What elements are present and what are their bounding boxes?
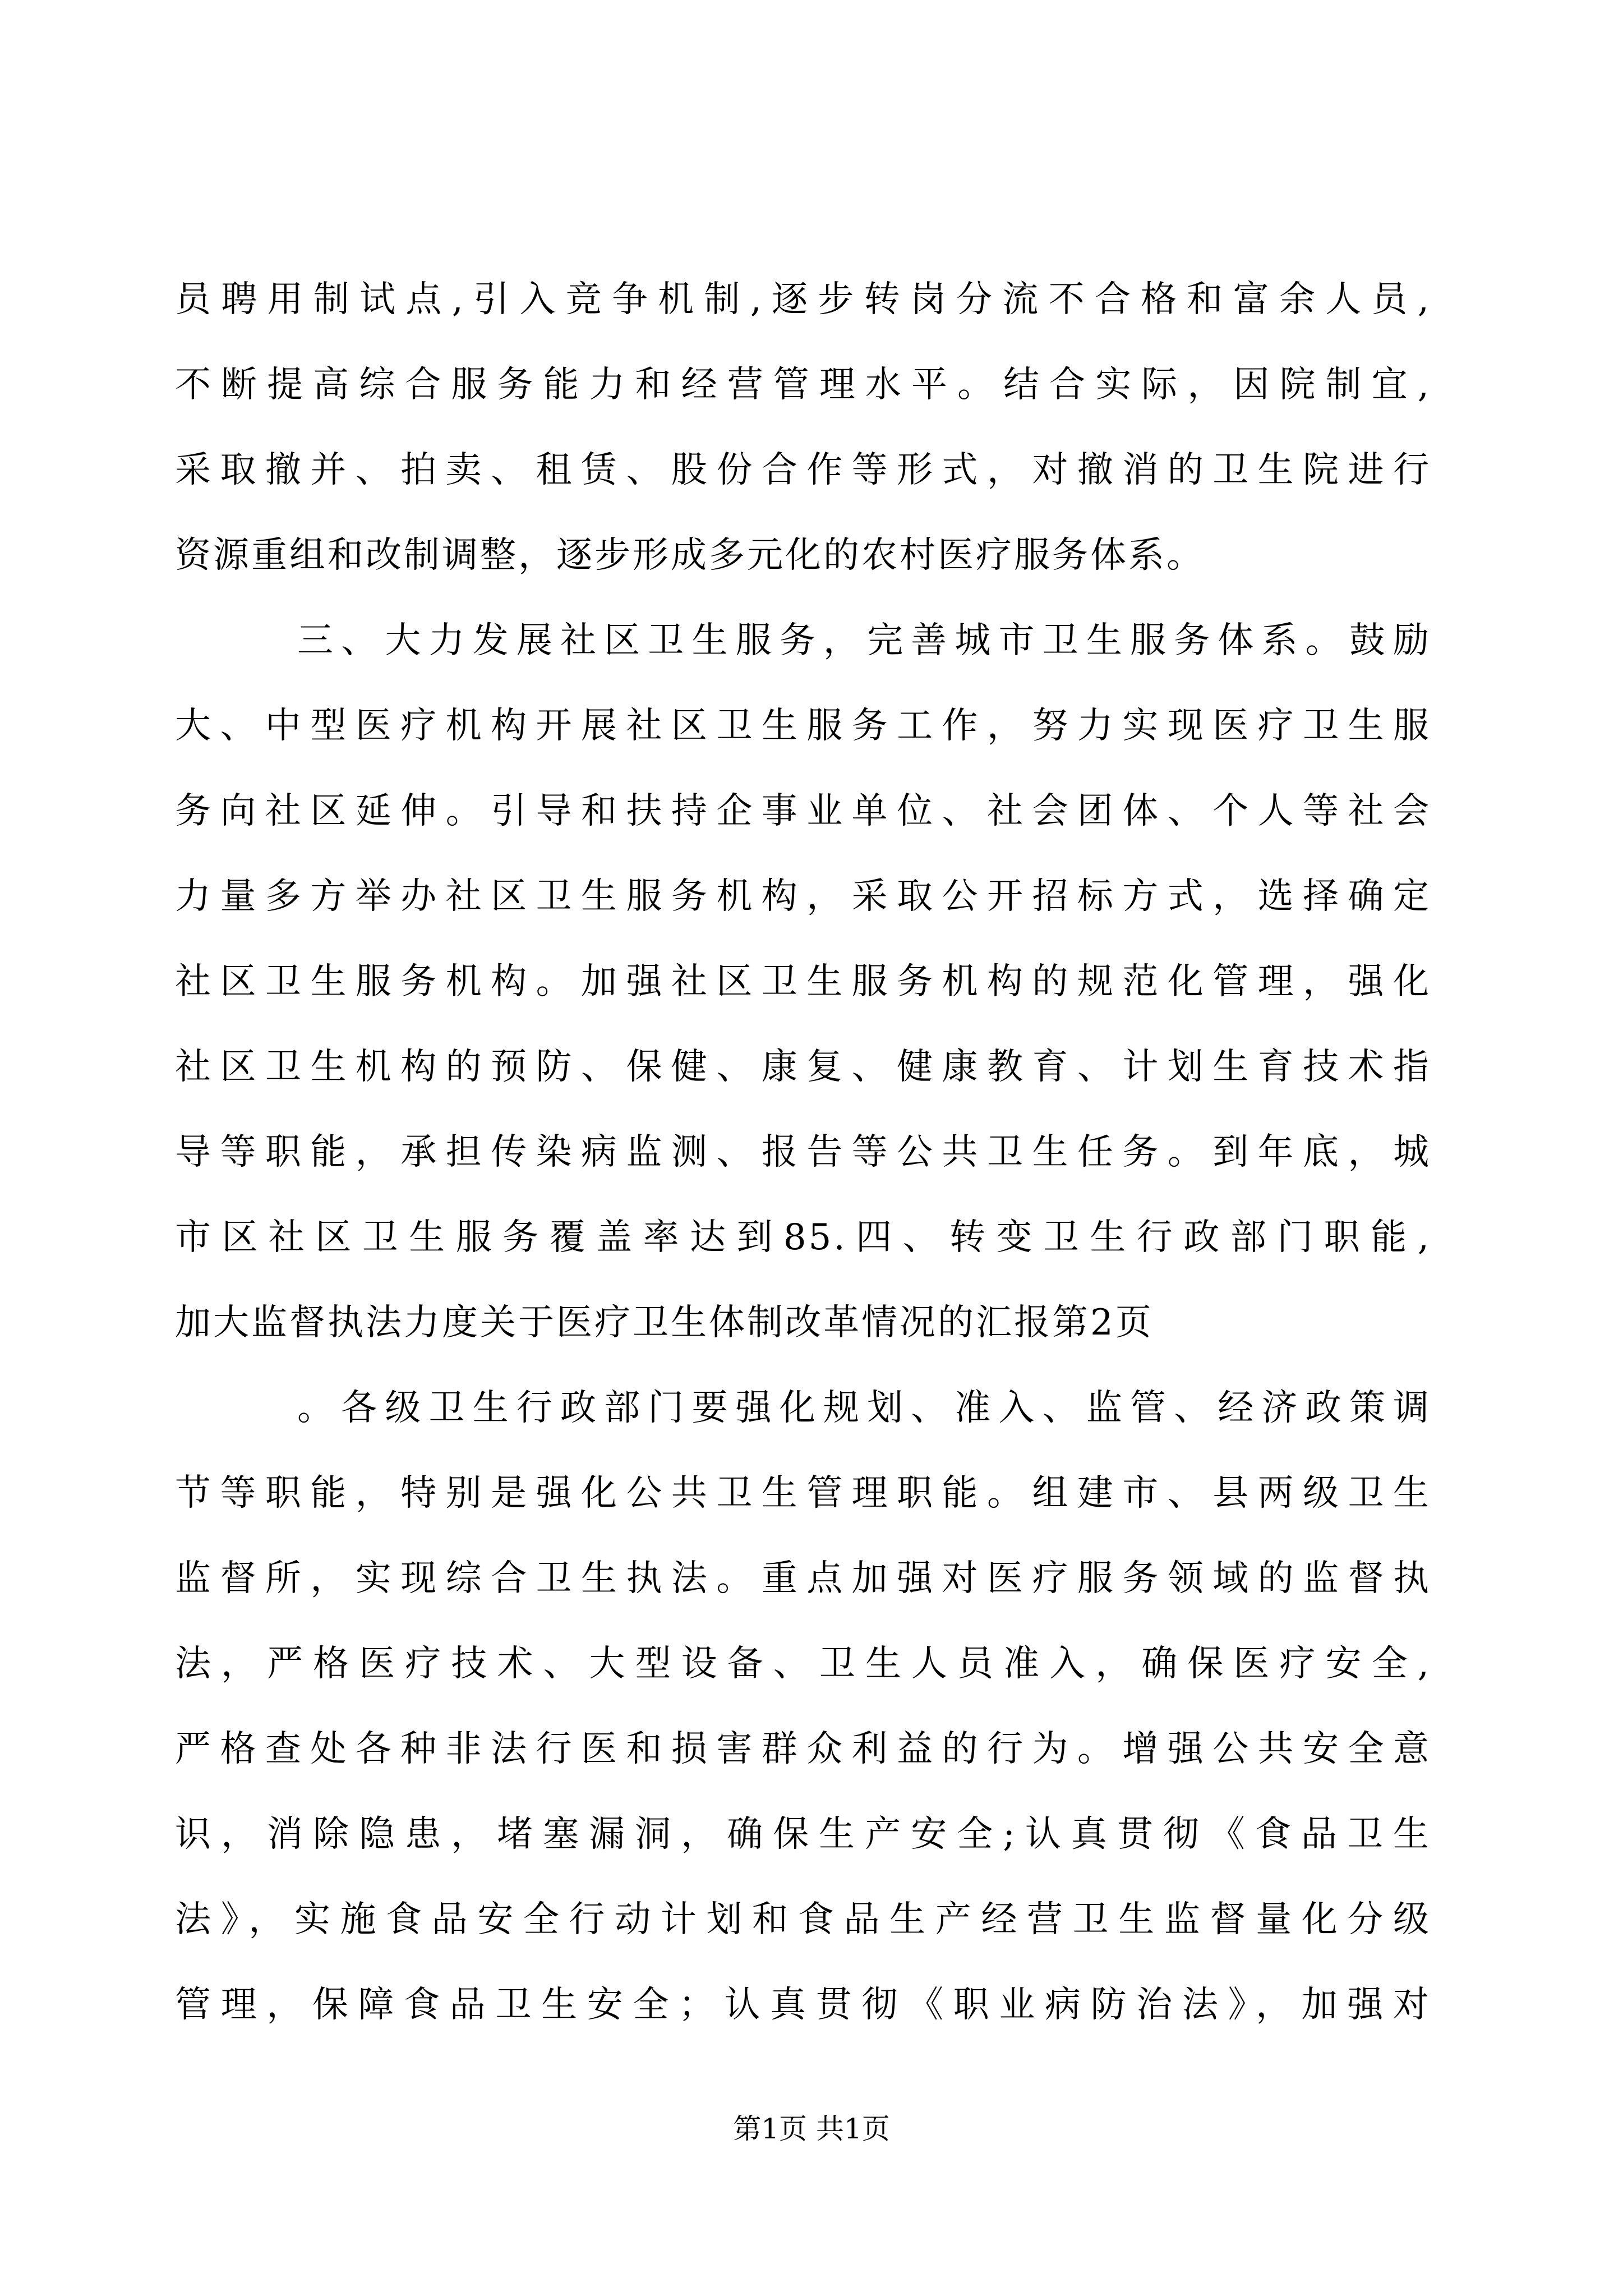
paragraph-line: 力量多方举办社区卫生服务机构，采取公开招标方式，选择确定 [175, 876, 1431, 917]
paragraph-line: 采取撤并、拍卖、租赁、股份合作等形式，对撤消的卫生院进行 [175, 449, 1431, 491]
paragraph-line: 务向社区延伸。引导和扶持企事业单位、社会团体、个人等社会 [175, 790, 1431, 832]
paragraph-line: 市区社区卫生服务覆盖率达到85.四、转变卫生行政部门职能, [175, 1217, 1431, 1258]
document-body [175, 257, 1431, 2047]
paragraph-line: 。各级卫生行政部门要强化规划、准入、监管、经济政策调 [297, 1387, 1431, 1429]
paragraph-line: 三、大力发展社区卫生服务，完善城市卫生服务体系。鼓励 [297, 620, 1431, 661]
paragraph-line: 法，严格医疗技术、大型设备、卫生人员准入，确保医疗安全, [175, 1643, 1431, 1685]
paragraph-line: 不断提高综合服务能力和经营管理水平。结合实际，因院制宜, [175, 364, 1431, 406]
paragraph-line: 节等职能，特别是强化公共卫生管理职能。组建市、县两级卫生 [175, 1473, 1431, 1514]
paragraph-line: 员聘用制试点,引入竞争机制,逐步转岗分流不合格和富余人员, [175, 279, 1431, 320]
page-number-label: 第1页 共1页 [733, 2113, 890, 2145]
paragraph-line: 管理，保障食品卫生安全；认真贯彻《职业病防治法》，加强对 [175, 1984, 1431, 2026]
paragraph-line: 加大监督执法力度关于医疗卫生体制改革情况的汇报第2页 [175, 1302, 1154, 1343]
paragraph-line: 社区卫生服务机构。加强社区卫生服务机构的规范化管理，强化 [175, 961, 1431, 1002]
paragraph-line: 导等职能，承担传染病监测、报告等公共卫生任务。到年底，城 [175, 1131, 1431, 1173]
paragraph-line: 严格查处各种非法行医和损害群众利益的行为。增强公共安全意 [175, 1728, 1431, 1770]
page-footer [0, 2109, 1623, 2148]
paragraph-line: 识，消除隐患，堵塞漏洞，确保生产安全;认真贯彻《食品卫生 [175, 1814, 1431, 1855]
paragraph-line: 法》，实施食品安全行动计划和食品生产经营卫生监督量化分级 [175, 1899, 1431, 1940]
paragraph-line: 资源重组和改制调整，逐步形成多元化的农村医疗服务体系。 [175, 535, 1205, 576]
paragraph-line: 监督所，实现综合卫生执法。重点加强对医疗服务领域的监督执 [175, 1558, 1431, 1599]
paragraph-line: 大、中型医疗机构开展社区卫生服务工作，努力实现医疗卫生服 [175, 705, 1431, 747]
paragraph-line: 社区卫生机构的预防、保健、康复、健康教育、计划生育技术指 [175, 1046, 1431, 1088]
